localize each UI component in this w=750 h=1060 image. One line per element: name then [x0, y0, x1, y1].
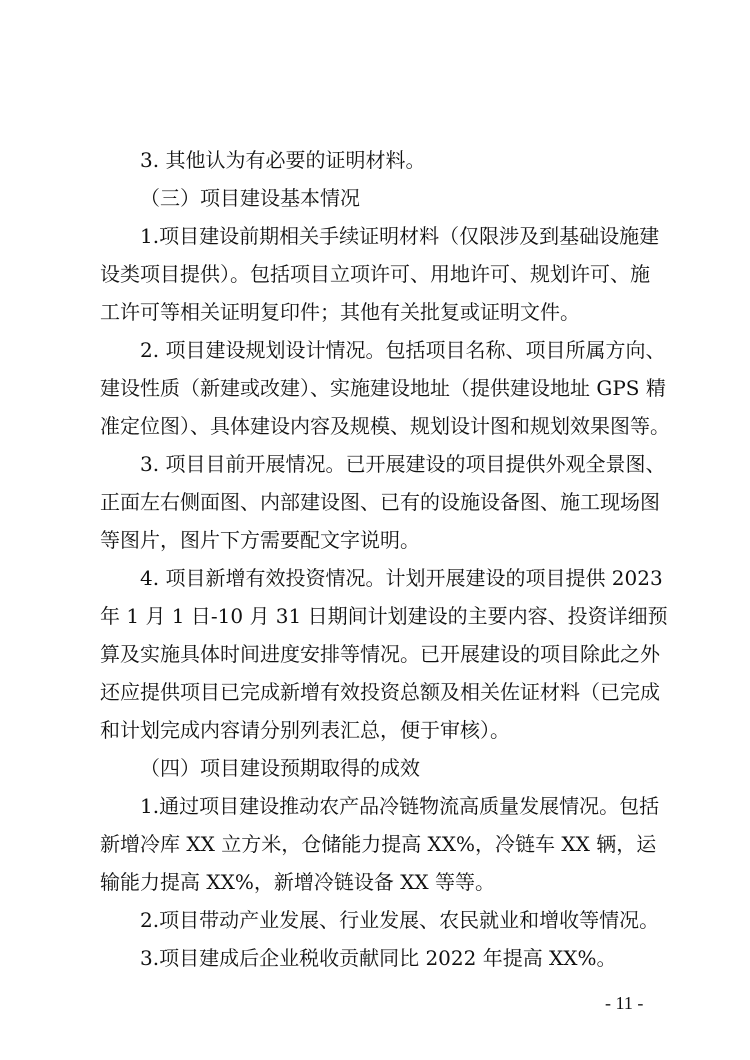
paragraph-line: 2.项目带动产业发展、行业发展、农民就业和增收等情况。 — [140, 908, 660, 932]
paragraph-line: 3. 其他认为有必要的证明材料。 — [140, 148, 426, 172]
paragraph-line: 还应提供项目已完成新增有效投资总额及相关佐证材料（已完成 — [100, 680, 660, 704]
paragraph-line: 工许可等相关证明复印件；其他有关批复或证明文件。 — [100, 300, 580, 324]
section-heading-three: （三）项目建设基本情况 — [140, 186, 360, 210]
paragraph-line: 设类项目提供）。包括项目立项许可、用地许可、规划许可、施 — [100, 262, 650, 286]
paragraph-line: 等图片，图片下方需要配文字说明。 — [100, 528, 420, 552]
paragraph-line: 输能力提高 XX%，新增冷链设备 XX 等等。 — [100, 870, 496, 894]
paragraph-line: 准定位图）、具体建设内容及规模、规划设计图和规划效果图等。 — [100, 414, 670, 438]
paragraph-line: 1.通过项目建设推动农产品冷链物流高质量发展情况。包括 — [140, 794, 660, 818]
paragraph-line: 正面左右侧面图、内部建设图、已有的设施设备图、施工现场图 — [100, 490, 660, 514]
section-heading-four: （四）项目建设预期取得的成效 — [140, 756, 420, 780]
paragraph-line: 年 1 月 1 日-10 月 31 日期间计划建设的主要内容、投资详细预 — [100, 604, 668, 628]
page-number: - 11 - — [605, 993, 644, 1013]
paragraph-line: 算及实施具体时间进度安排等情况。已开展建设的项目除此之外 — [100, 642, 660, 666]
paragraph-line: 1.项目建设前期相关手续证明材料（仅限涉及到基础设施建 — [140, 224, 660, 248]
paragraph-line: 4. 项目新增有效投资情况。计划开展建设的项目提供 2023 — [140, 566, 663, 590]
paragraph-line: 和计划完成内容请分别列表汇总，便于审核）。 — [100, 718, 510, 742]
paragraph-line: 新增冷库 XX 立方米，仓储能力提高 XX%，冷链车 XX 辆，运 — [100, 832, 657, 856]
paragraph-line: 2. 项目建设规划设计情况。包括项目名称、项目所属方向、 — [140, 338, 666, 362]
paragraph-line: 建设性质（新建或改建）、实施建设地址（提供建设地址 GPS 精 — [100, 376, 666, 400]
paragraph-line: 3. 项目目前开展情况。已开展建设的项目提供外观全景图、 — [140, 452, 666, 476]
paragraph-line: 3.项目建成后企业税收贡献同比 2022 年提高 XX%。 — [140, 946, 617, 970]
